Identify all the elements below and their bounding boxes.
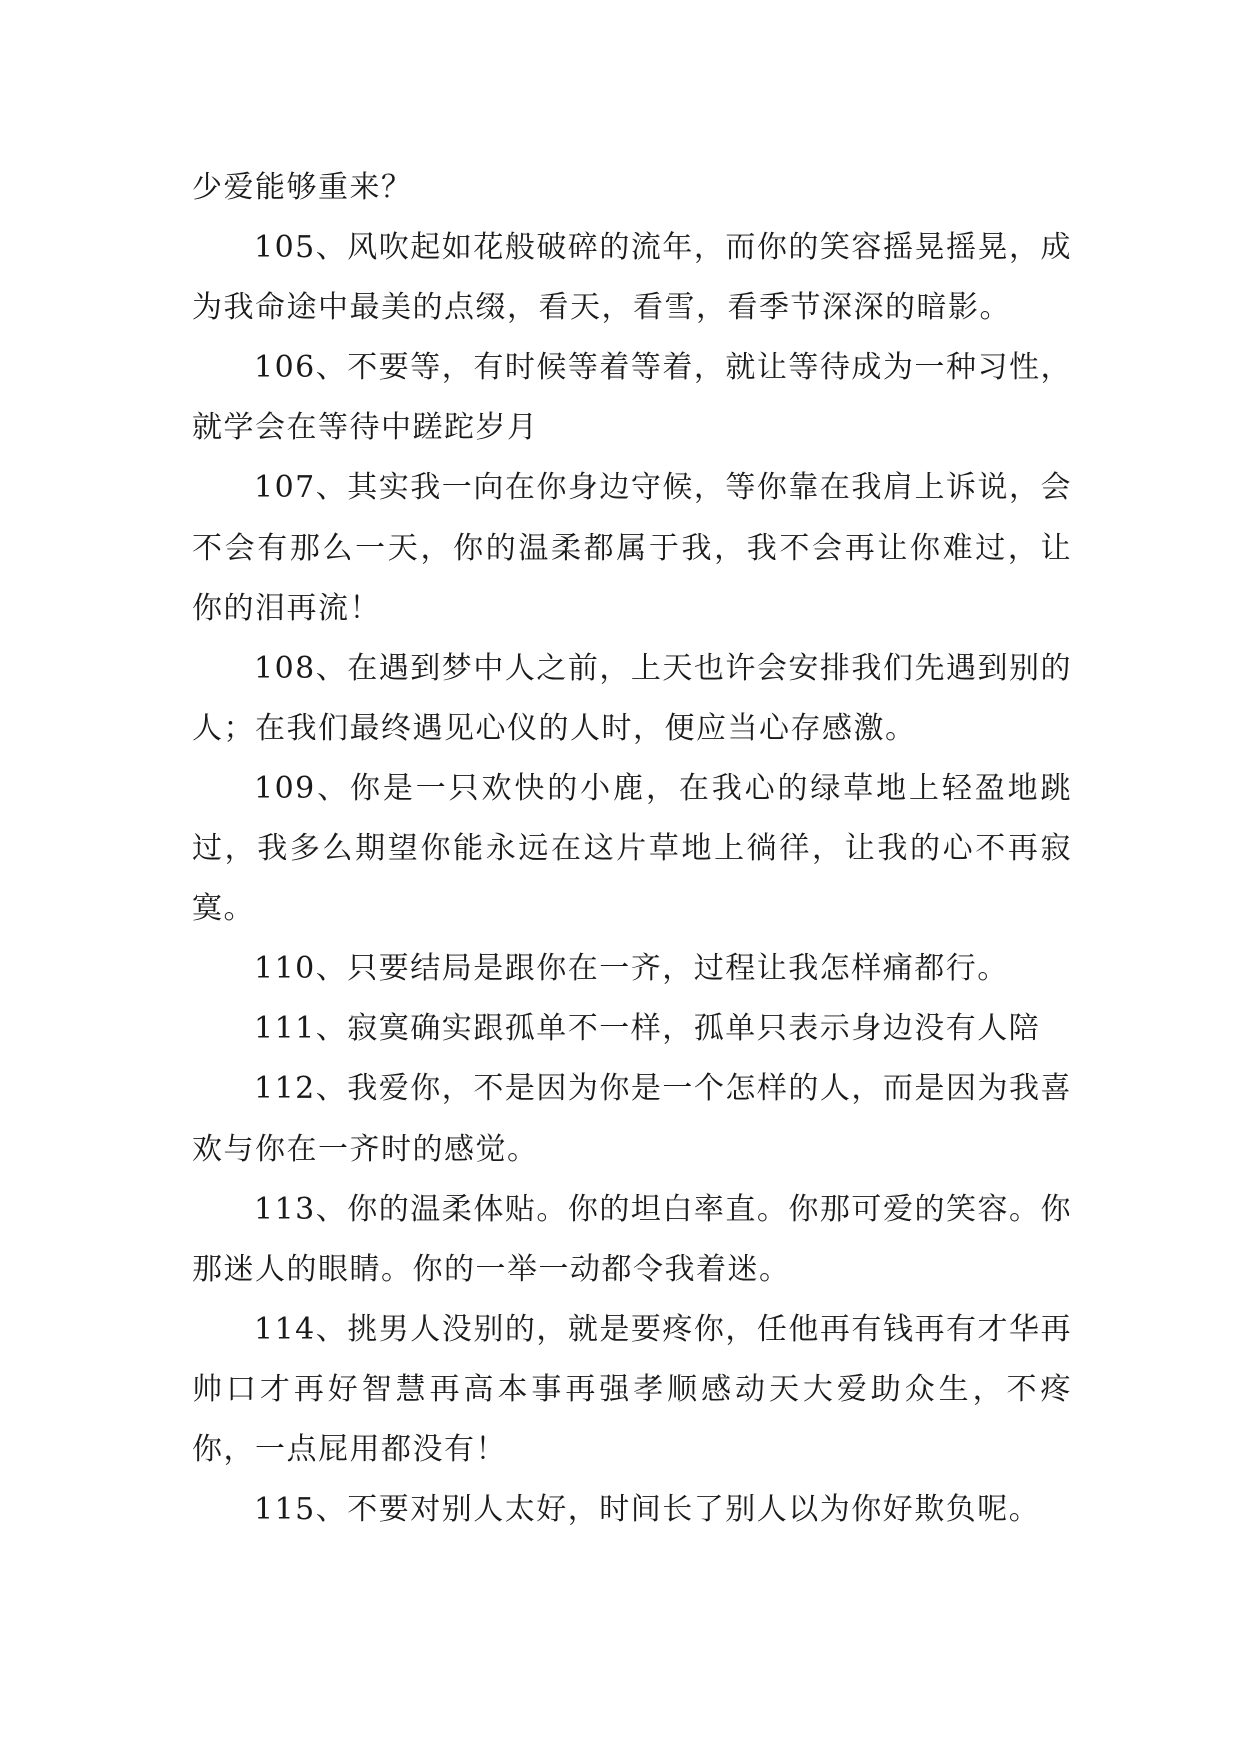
- paragraph-108: 108、在遇到梦中人之前，上天也许会安排我们先遇到别的人；在我们最终遇见心仪的人时，便应当心存感激。: [192, 650, 1072, 746]
- paragraph-112: 112、我爱你，不是因为你是一个怎样的人，而是因为我喜欢与你在一齐时的感觉。: [192, 1071, 1072, 1167]
- paragraph-110: 110、只要结局是跟你在一齐，过程让我怎样痛都行。: [254, 951, 1009, 987]
- paragraph-113: 113、你的温柔体贴。你的坦白率直。你那可爱的笑容。你那迷人的眼睛。你的一举一动都令我着迷。: [192, 1191, 1072, 1287]
- paragraph-105: 105、风吹起如花般破碎的流年，而你的笑容摇晃摇晃，成为我命途中最美的点缀，看天，看雪，看季节深深的暗影。: [192, 230, 1072, 326]
- paragraph-106: 106、不要等，有时候等着等着，就让等待成为一种习性，就学会在等待中蹉跎岁月: [192, 350, 1072, 446]
- paragraph-107: 107、其实我一向在你身边守候，等你靠在我肩上诉说，会不会有那么一天，你的温柔都属于我，我不会再让你难过，让你的泪再流！: [192, 470, 1072, 626]
- paragraph-continuation: 少爱能够重来？: [192, 170, 413, 205]
- paragraph-111: 111、寂寞确实跟孤单不一样，孤单只表示身边没有人陪: [254, 1011, 1041, 1047]
- document-body: [192, 158, 1072, 1540]
- paragraph-109: 109、你是一只欢快的小鹿，在我心的绿草地上轻盈地跳过，我多么期望你能永远在这片草地上徜徉，让我的心不再寂寞。: [192, 770, 1072, 927]
- paragraph-115: 115、不要对别人太好，时间长了别人以为你好欺负呢。: [254, 1492, 1041, 1528]
- paragraph-114: 114、挑男人没别的，就是要疼你，任他再有钱再有才华再帅口才再好智慧再高本事再强孝顺感动天大爱助众生，不疼你，一点屁用都没有！: [192, 1311, 1072, 1467]
